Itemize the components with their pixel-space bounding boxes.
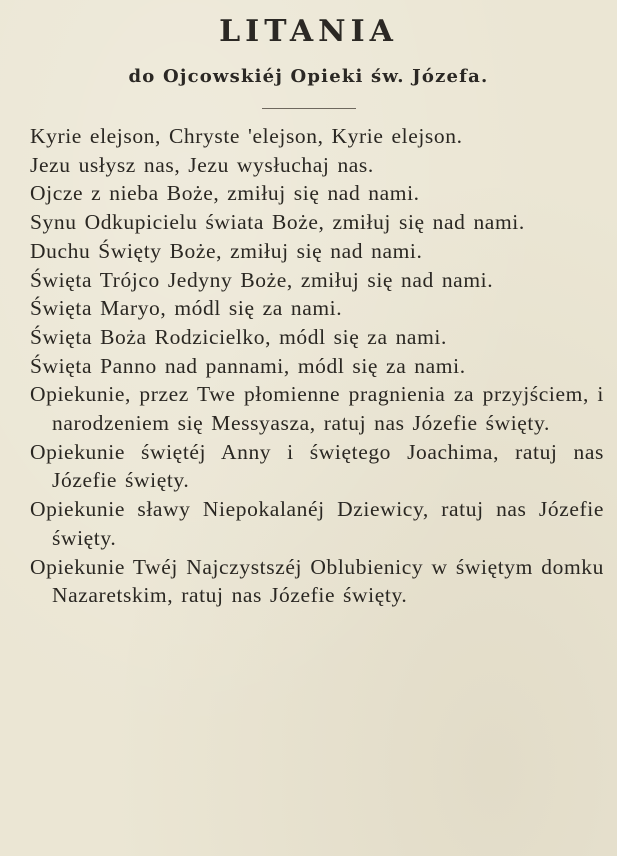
litany-verse: Opiekunie sławy Niepokalanéj Dziewicy, ratuj nas Józefie święty.: [30, 497, 604, 550]
litany-verse: Święta Panno nad pannami, módl się za nami.: [30, 353, 466, 378]
litany-verse: Opiekunie Twéj Najczystszéj Oblubienicy w świętym domku Nazaretskim, ratuj nas Józefie święty.: [30, 554, 604, 608]
litany-verse: Duchu Święty Boże, zmiłuj się nad nami.: [30, 238, 423, 263]
litany-verse: Ojcze z nieba Boże, zmiłuj się nad nami.: [30, 181, 420, 206]
litany-text: [22, 122, 604, 610]
litany-verse: Święta Maryo, módl się za nami.: [30, 296, 343, 321]
litany-verse: Synu Odkupicielu świata Boże, zmiłuj się nad nami.: [30, 210, 525, 235]
litany-verse: Jezu usłysz nas, Jezu wysłuchaj nas.: [30, 152, 374, 177]
page-title: LITANIA: [219, 14, 398, 49]
litany-verse: Kyrie elejson, Chryste 'elejson, Kyrie elejson.: [30, 124, 463, 148]
litany-verse: Opiekunie świętéj Anny i świętego Joachima, ratuj nas Józefie święty.: [30, 439, 604, 493]
litany-verse: Opiekunie, przez Twe płomienne pragnienia za przyjściem, i narodzeniem się Messyasza, ratuj nas Józefie święty.: [30, 382, 604, 436]
title-divider: [262, 108, 356, 109]
litany-verse: Święta Boża Rodzicielko, módl się za nami.: [30, 324, 447, 349]
litany-verse: Święta Trójco Jedyny Boże, zmiłuj się nad nami.: [30, 267, 494, 292]
page-subtitle: do Ojcowskiéj Opieki św. Józefa.: [128, 66, 489, 87]
